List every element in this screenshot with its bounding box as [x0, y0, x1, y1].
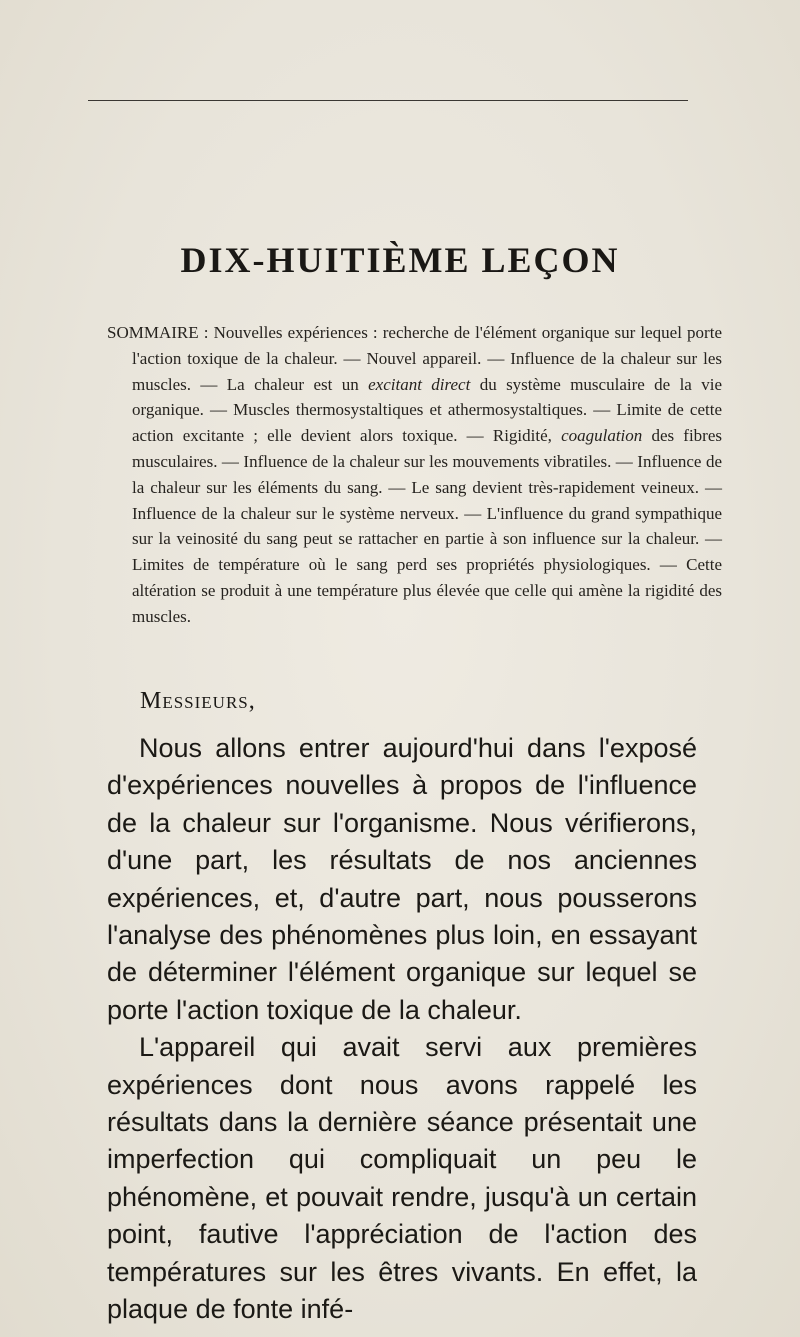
chapter-heading: DIX-HUITIÈME LEÇON: [180, 240, 620, 280]
lecture-body: [107, 730, 697, 1329]
summary-emphasis-coagulation: coagulation: [561, 426, 643, 446]
chapter-summary: [107, 320, 722, 630]
summary-text-part2: du système musculaire de la vie organique. — Muscles thermosystaltiques et athermosystaltiques. — Limite de cette action excitante ; elle devient alors toxique. — Rigidité,: [132, 374, 722, 446]
salutation: Messieurs,: [140, 688, 256, 714]
body-paragraph-1: Nous allons entrer aujourd'hui dans l'exposé d'expériences nouvelles à propos de l'influence de la chaleur sur l'organisme. Nous vérifierons, d'une part, les résultats de nos anciennes expériences, et, d'autre part, nous pousserons l'analyse des phénomènes plus loin, en essayant de déterminer l'élément organique sur lequel se porte l'action toxique de la chaleur.: [107, 733, 697, 1025]
body-paragraph-2: L'appareil qui avait servi aux premières expériences dont nous avons rappelé les résultats dans la dernière séance présentait une imperfection qui compliquait un peu le phénomène, et pouvait rendre, jusqu'à un certain point, fautive l'appréciation de l'action des températures sur les êtres vivants. En effet, la plaque de fonte infé-: [107, 1032, 697, 1325]
summary-text-part3: des fibres musculaires. — Influence de la chaleur sur les mouvements vibratiles. — Influence de la chaleur sur les éléments du sang. — Le sang devient très-rapidement veineux. — Influence de la chaleur sur le système nerveux. — L'influence du grand sympathique sur la veinosité du sang peut se rattacher en partie à son influence sur la chaleur. — Limites de température où le sang perd ses propriétés physiologiques. — Cette altération se produit à une température plus élevée que celle qui amène la rigidité des muscles.: [132, 426, 722, 626]
summary-text-part1: Nouvelles expériences : recherche de l'élément organique sur lequel porte l'action toxique de la chaleur. — Nouvel appareil. — Influence de la chaleur sur les muscles. — La chaleur est un: [132, 323, 722, 394]
summary-emphasis-excitant-direct: excitant direct: [368, 374, 471, 394]
header-rule: [88, 100, 688, 101]
summary-label: SOMMAIRE :: [107, 323, 214, 342]
